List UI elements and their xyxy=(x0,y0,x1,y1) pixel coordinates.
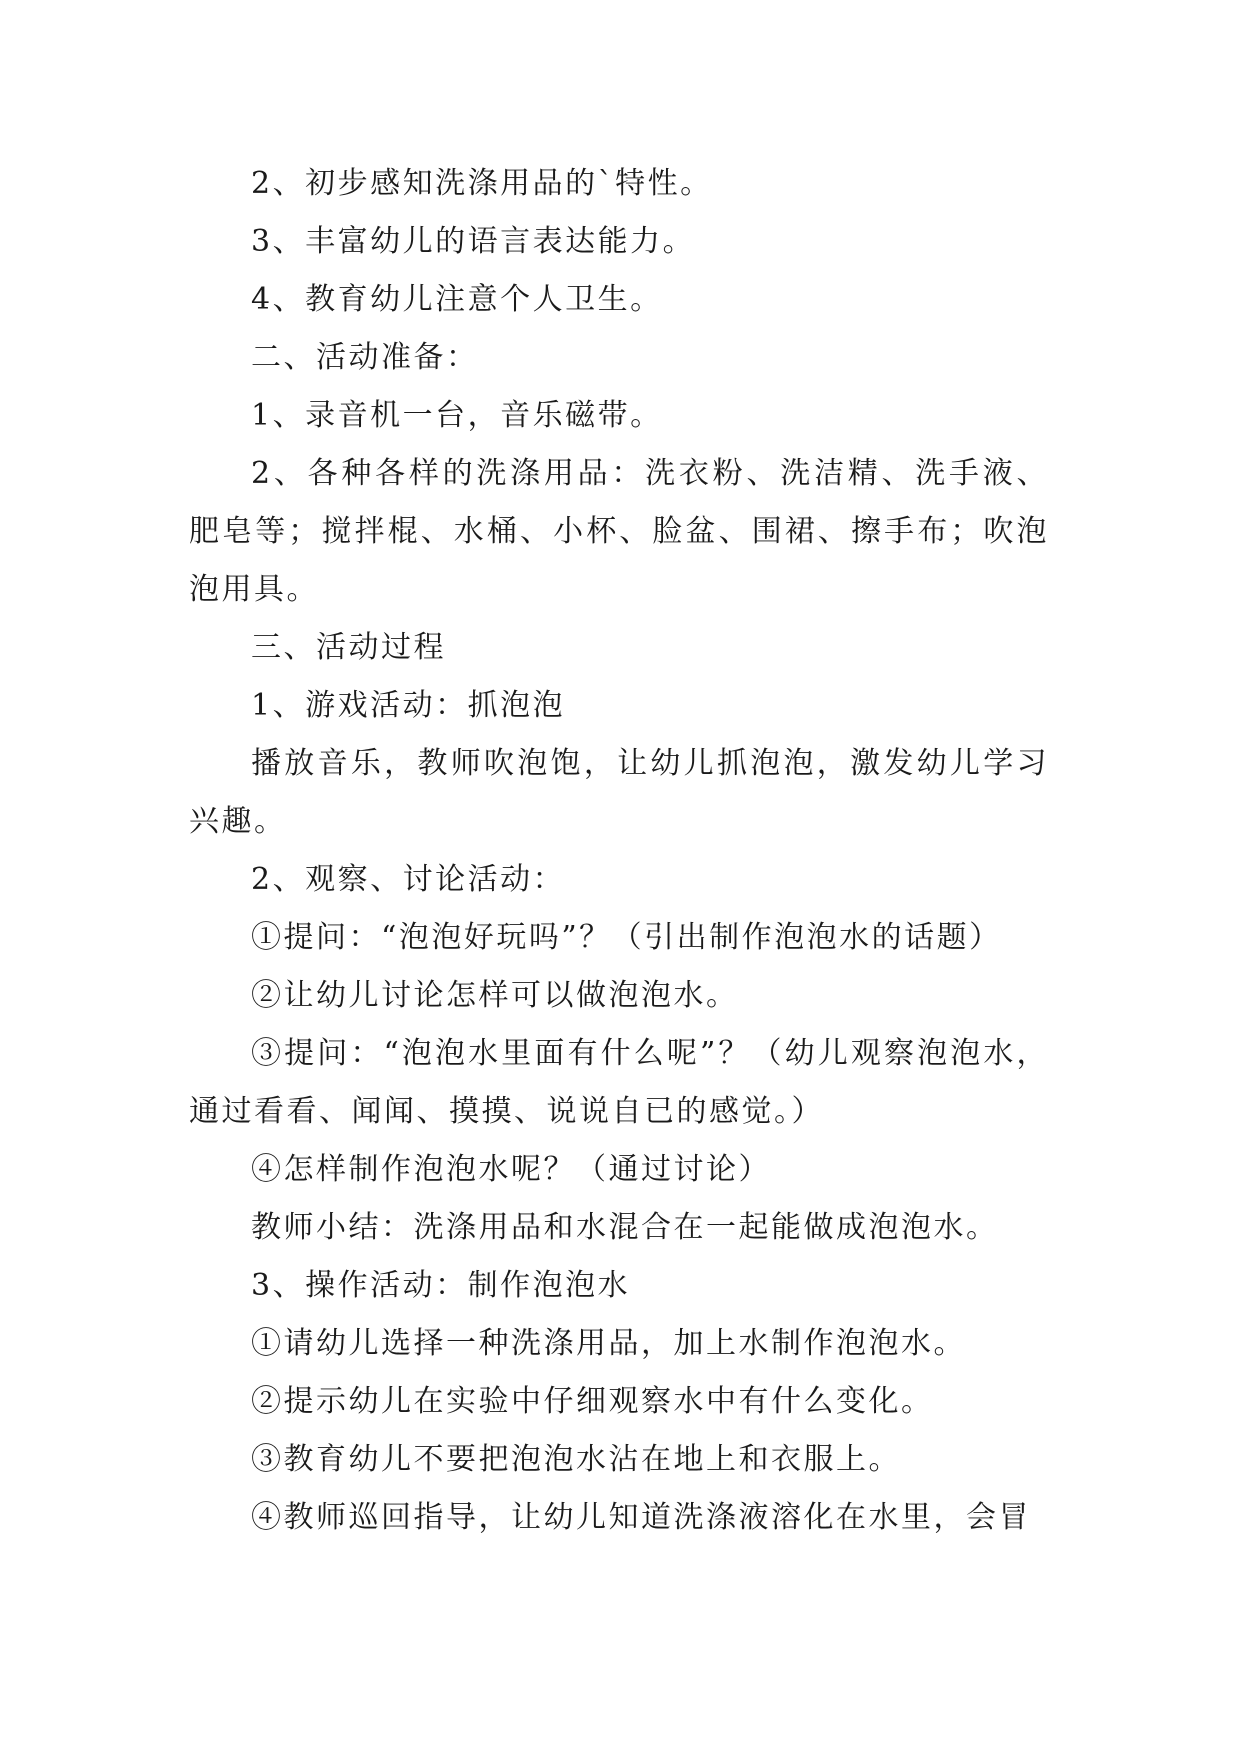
paragraph-operation-4: ④教师巡回指导，让幼儿知道洗涤液溶化在水里，会冒 xyxy=(251,1500,1031,1535)
paragraph-game-activity: 1、游戏活动：抓泡泡 xyxy=(251,688,566,723)
paragraph-objective-3: 3、丰富幼儿的语言表达能力。 xyxy=(251,224,696,259)
paragraph-operation-activity: 3、操作活动：制作泡泡水 xyxy=(251,1268,631,1303)
document-body xyxy=(189,155,1049,1547)
paragraph-preparation-2: 2、各种各样的洗涤用品：洗衣粉、洗洁精、洗手液、肥皂等；搅拌棍、水桶、小杯、脸盆、围裙、擦手布；吹泡泡用具。 xyxy=(189,456,1049,607)
paragraph-objective-4: 4、教育幼儿注意个人卫生。 xyxy=(251,282,663,317)
paragraph-game-description: 播放音乐，教师吹泡饱，让幼儿抓泡泡，激发幼儿学习兴趣。 xyxy=(189,746,1049,839)
paragraph-discussion-2: ②让幼儿讨论怎样可以做泡泡水。 xyxy=(251,978,739,1013)
paragraph-preparation-1: 1、录音机一台，音乐磁带。 xyxy=(251,398,663,433)
section-heading-process: 三、活动过程 xyxy=(251,630,446,665)
paragraph-discussion-1: ①提问：“泡泡好玩吗”？（引出制作泡泡水的话题） xyxy=(251,920,1002,955)
paragraph-objective-2: 2、初步感知洗涤用品的`特性。 xyxy=(251,166,713,201)
paragraph-operation-1: ①请幼儿选择一种洗涤用品，加上水制作泡泡水。 xyxy=(251,1326,966,1361)
paragraph-discussion-activity: 2、观察、讨论活动： xyxy=(251,862,566,897)
paragraph-operation-3: ③教育幼儿不要把泡泡水沾在地上和衣服上。 xyxy=(251,1442,901,1477)
paragraph-discussion-3: ③提问：“泡泡水里面有什么呢”？（幼儿观察泡泡水，通过看看、闻闻、摸摸、说说自已的感觉。） xyxy=(189,1036,1049,1129)
paragraph-operation-2: ②提示幼儿在实验中仔细观察水中有什么变化。 xyxy=(251,1384,934,1419)
paragraph-teacher-summary: 教师小结：洗涤用品和水混合在一起能做成泡泡水。 xyxy=(251,1210,999,1245)
paragraph-discussion-4: ④怎样制作泡泡水呢？（通过讨论） xyxy=(251,1152,771,1187)
section-heading-preparation: 二、活动准备： xyxy=(251,340,479,375)
